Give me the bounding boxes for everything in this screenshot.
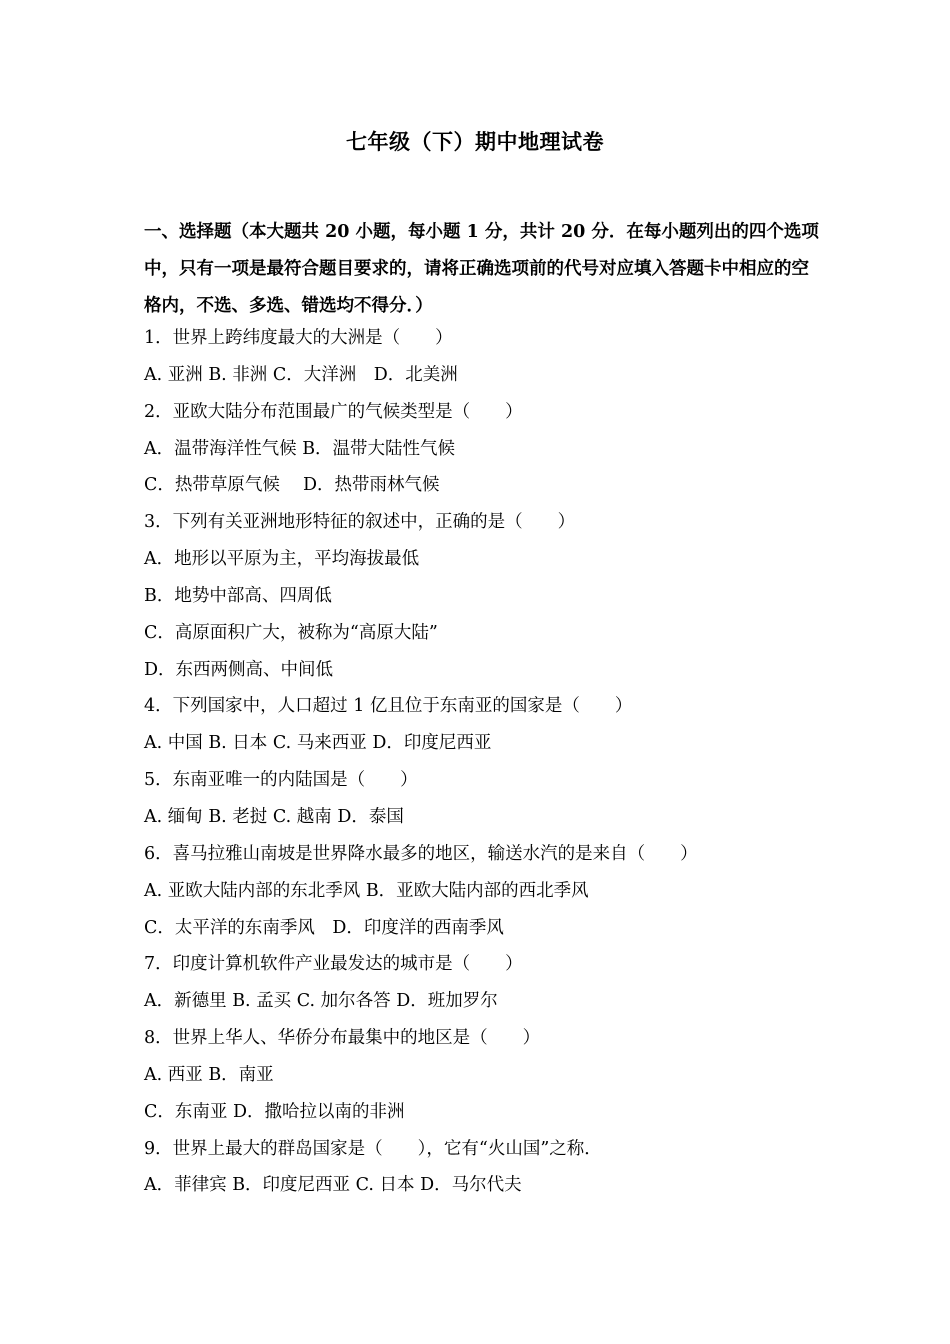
option-line: C．太平洋的东南季风 D．印度洋的西南季风 (144, 917, 504, 938)
option-line: A. 缅甸 B. 老挝 C. 越南 D．泰国 (144, 806, 404, 827)
page-title: 七年级（下）期中地理试卷 (346, 129, 604, 154)
question-line: 3．下列有关亚洲地形特征的叙述中，正确的是（ ） (144, 512, 576, 533)
option-line: D．东西两侧高、中间低 (144, 659, 334, 680)
option-line: A. 西亚 B．南亚 (144, 1064, 274, 1085)
option-line: A．菲律宾 B．印度尼西亚 C. 日本 D．马尔代夫 (144, 1175, 522, 1196)
option-line: A．地形以平原为主，平均海拔最低 (144, 549, 420, 570)
question-line: 6．喜马拉雅山南坡是世界降水最多的地区，输送水汽的是来自（ ） (144, 843, 698, 864)
option-line: B．地势中部高、四周低 (144, 585, 332, 606)
option-line: A．新德里 B. 孟买 C. 加尔各答 D．班加罗尔 (144, 991, 498, 1012)
question-list (144, 320, 824, 1204)
question-line: 4．下列国家中，人口超过 1 亿且位于东南亚的国家是（ ） (144, 696, 633, 717)
option-line: A. 亚欧大陆内部的东北季风 B．亚欧大陆内部的西北季风 (144, 880, 589, 901)
question-line: 8．世界上华人、华侨分布最集中的地区是（ ） (144, 1028, 541, 1049)
question-line: 9．世界上最大的群岛国家是（ ），它有“火山国”之称． (144, 1138, 602, 1159)
option-line: C．高原面积广大，被称为“高原大陆” (144, 622, 438, 643)
question-line: 2．亚欧大陆分布范围最广的气候类型是（ ） (144, 401, 523, 422)
question-line: 1．世界上跨纬度最大的大洲是（ ） (144, 328, 453, 348)
question-line: 5．东南亚唯一的内陆国是（ ） (144, 770, 418, 791)
question-line: 7．印度计算机软件产业最发达的城市是（ ） (144, 954, 523, 975)
option-line: C．热带草原气候 D．热带雨林气候 (144, 475, 440, 496)
option-line: A. 亚洲 B. 非洲 C．大洋洲 D．北美洲 (144, 364, 458, 385)
option-line: A．温带海洋性气候 B．温带大陆性气候 (144, 438, 456, 459)
option-line: A. 中国 B. 日本 C. 马来西亚 D．印度尼西亚 (144, 733, 492, 754)
section-instructions: 一、选择题（本大题共 20 小题，每小题 1 分，共计 20 分．在每小题列出的四个选项中，只有一项是最符合题目要求的，请将正确选项前的代号对应填入答题卡中相应的空格内，不选、多选、错选均不得分．） (144, 222, 819, 316)
option-line: C．东南亚 D．撒哈拉以南的非洲 (144, 1101, 405, 1122)
